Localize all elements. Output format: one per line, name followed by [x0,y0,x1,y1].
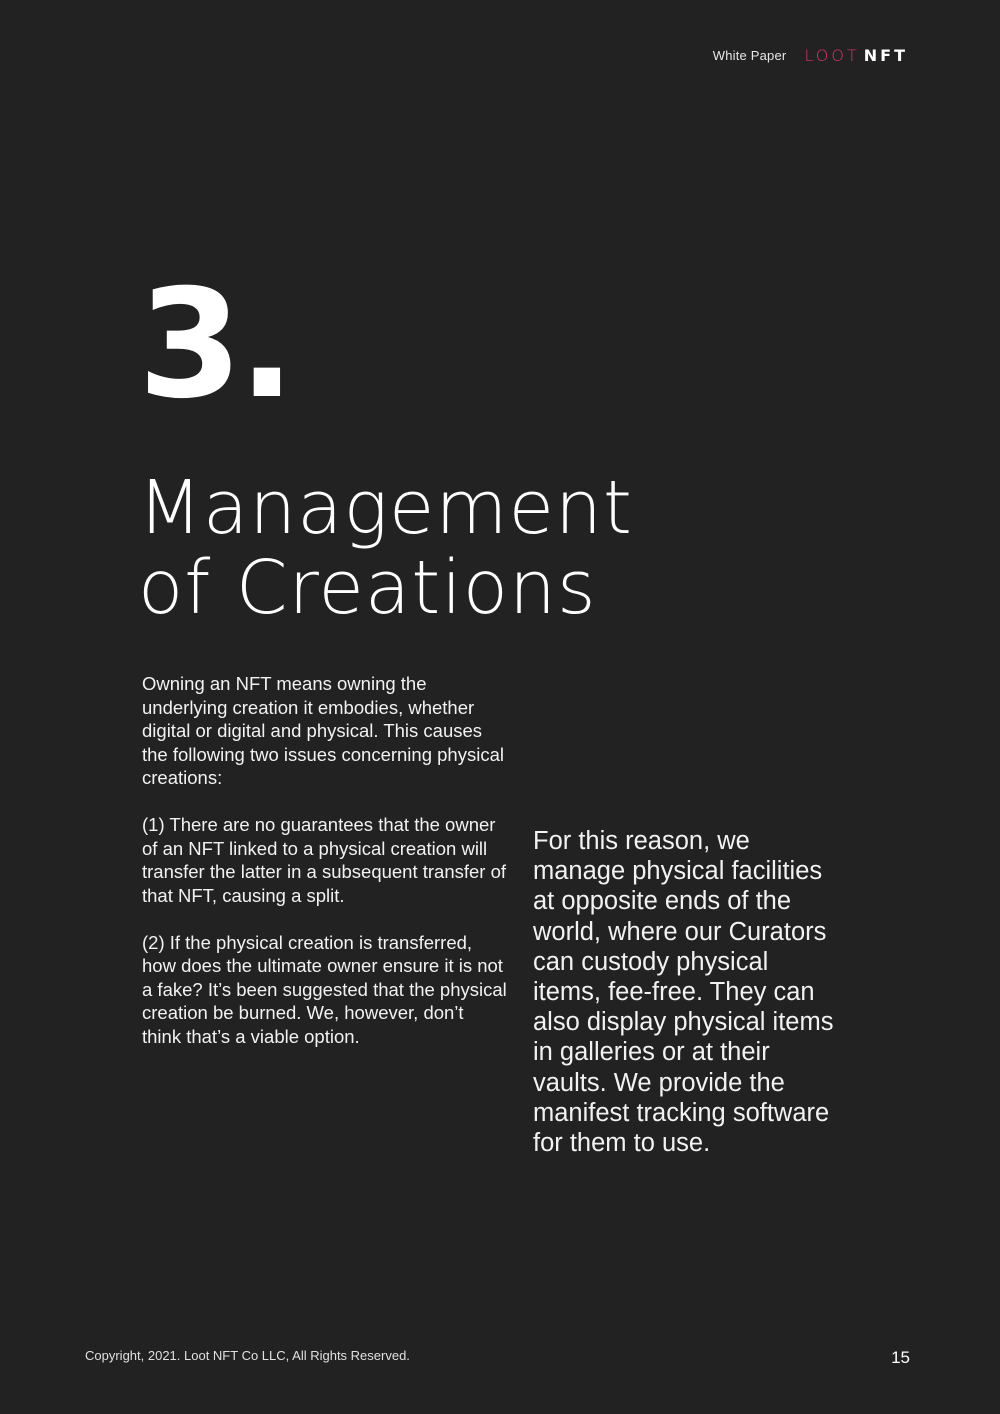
chapter-number: 3. [138,258,292,432]
left-column [142,672,507,1072]
copyright-notice: Copyright, 2021. Loot NFT Co LLC, All Rights Reserved. [85,1348,410,1363]
issue-2-paragraph: (2) If the physical creation is transferred, how does the ultimate owner ensure it is not a fake? It’s been suggested that the physical creation be burned. We, however, don’t think that’s a viable option. [142,931,507,1047]
loot-nft-logo [804,46,908,65]
page-number: 15 [891,1348,910,1367]
callout-paragraph: For this reason, we manage physical facilities at opposite ends of the world, where our Curators can custody physical items, fee-free. They can also display physical items in galleries or at their vaults. We provide the manifest tracking software for them to use. [533,827,834,1158]
chapter-title [138,465,738,631]
logo-nft-text: NFT [863,46,908,65]
document-type-label: White Paper [712,48,787,63]
intro-paragraph: Owning an NFT means owning the underlying creation it embodies, whether digital or digital and physical. This causes the following two issues concerning physical creations: [142,673,504,788]
chapter-title-line-1: Management [138,465,633,551]
logo-loot-text: LOOT [804,46,860,65]
page-header [713,46,908,65]
chapter-title-line-2: of Creations [138,545,597,631]
issue-1-paragraph: (1) There are no guarantees that the owner of an NFT linked to a physical creation will transfer the latter in a subsequent transfer of that NFT, causing a split. [142,814,507,906]
